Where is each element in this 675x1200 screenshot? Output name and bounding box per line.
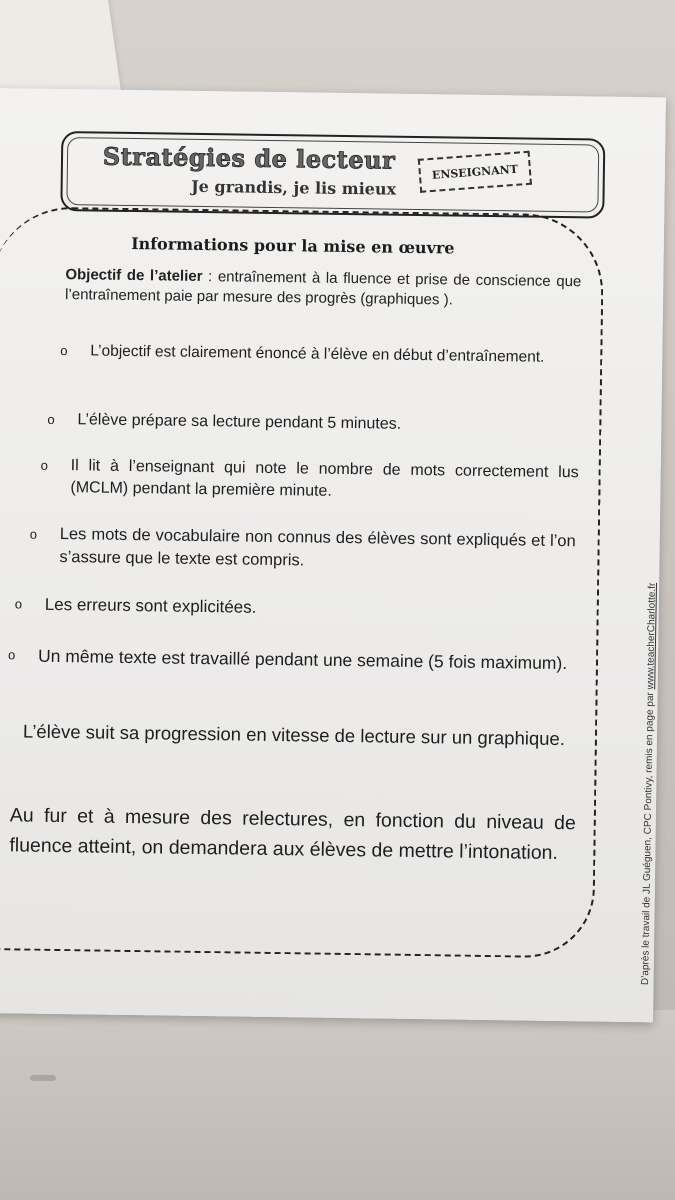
list-item-text: L’élève prépare sa lecture pendant 5 minutes. (77, 411, 402, 433)
list-item-text: Les mots de vocabulaire non connus des élèves sont expliqués et l’on s’assure que le texte est compris. (59, 525, 576, 570)
credit-text: D’après le travail de JL Guéguen, CPC Pontivy, remis en page par (640, 689, 657, 986)
bullet-mark: o (14, 596, 23, 612)
bullet-mark: o (60, 343, 68, 359)
bullet-mark: o (7, 647, 16, 663)
list-item-text: Il lit à l’enseignant qui note le nombre de mots correctement lus (MCLM) pendant la première minute. (70, 457, 579, 500)
section-title: Informations pour la mise en œuvre (131, 233, 455, 258)
bullet-mark: o (29, 526, 38, 542)
list-item (9, 800, 576, 868)
teacher-badge: ENSEIGNANT (418, 151, 532, 193)
list-item-text: Au fur et à mesure des relectures, en fonction du niveau de fluence atteint, on demandera aux élèves de mettre l’intonation. (9, 804, 576, 865)
bullet-mark: o (40, 457, 49, 473)
table-surface (0, 1010, 675, 1200)
objective-text: : entraînement à la fluence et prise de conscience que l’entraînement paie par mesure des progrès (graphiques ). (65, 267, 582, 309)
document-page (0, 88, 666, 1022)
list-item (40, 455, 579, 506)
document-subtitle: Je grandis, je lis mieux (191, 176, 397, 199)
bullet-mark: o (47, 411, 55, 427)
list-item (29, 523, 576, 576)
list-item-text: L’objectif est clairement énoncé à l’élève en début d’entraînement. (90, 342, 545, 366)
objective-paragraph (65, 265, 582, 312)
list-item-text: L’élève suit sa progression en vitesse de lecture sur un graphique. (22, 720, 566, 750)
credit-link[interactable]: www.teacherCharlotte.fr (645, 582, 659, 690)
objective-label: Objectif de l’atelier (65, 266, 203, 285)
list-item-text: Les erreurs sont explicitées. (44, 594, 257, 617)
document-title: Stratégies de lecteur (102, 141, 396, 175)
table-mark (30, 1075, 56, 1081)
list-item-text: Un même texte est travaillé pendant une semaine (5 fois maximum). (37, 645, 568, 674)
